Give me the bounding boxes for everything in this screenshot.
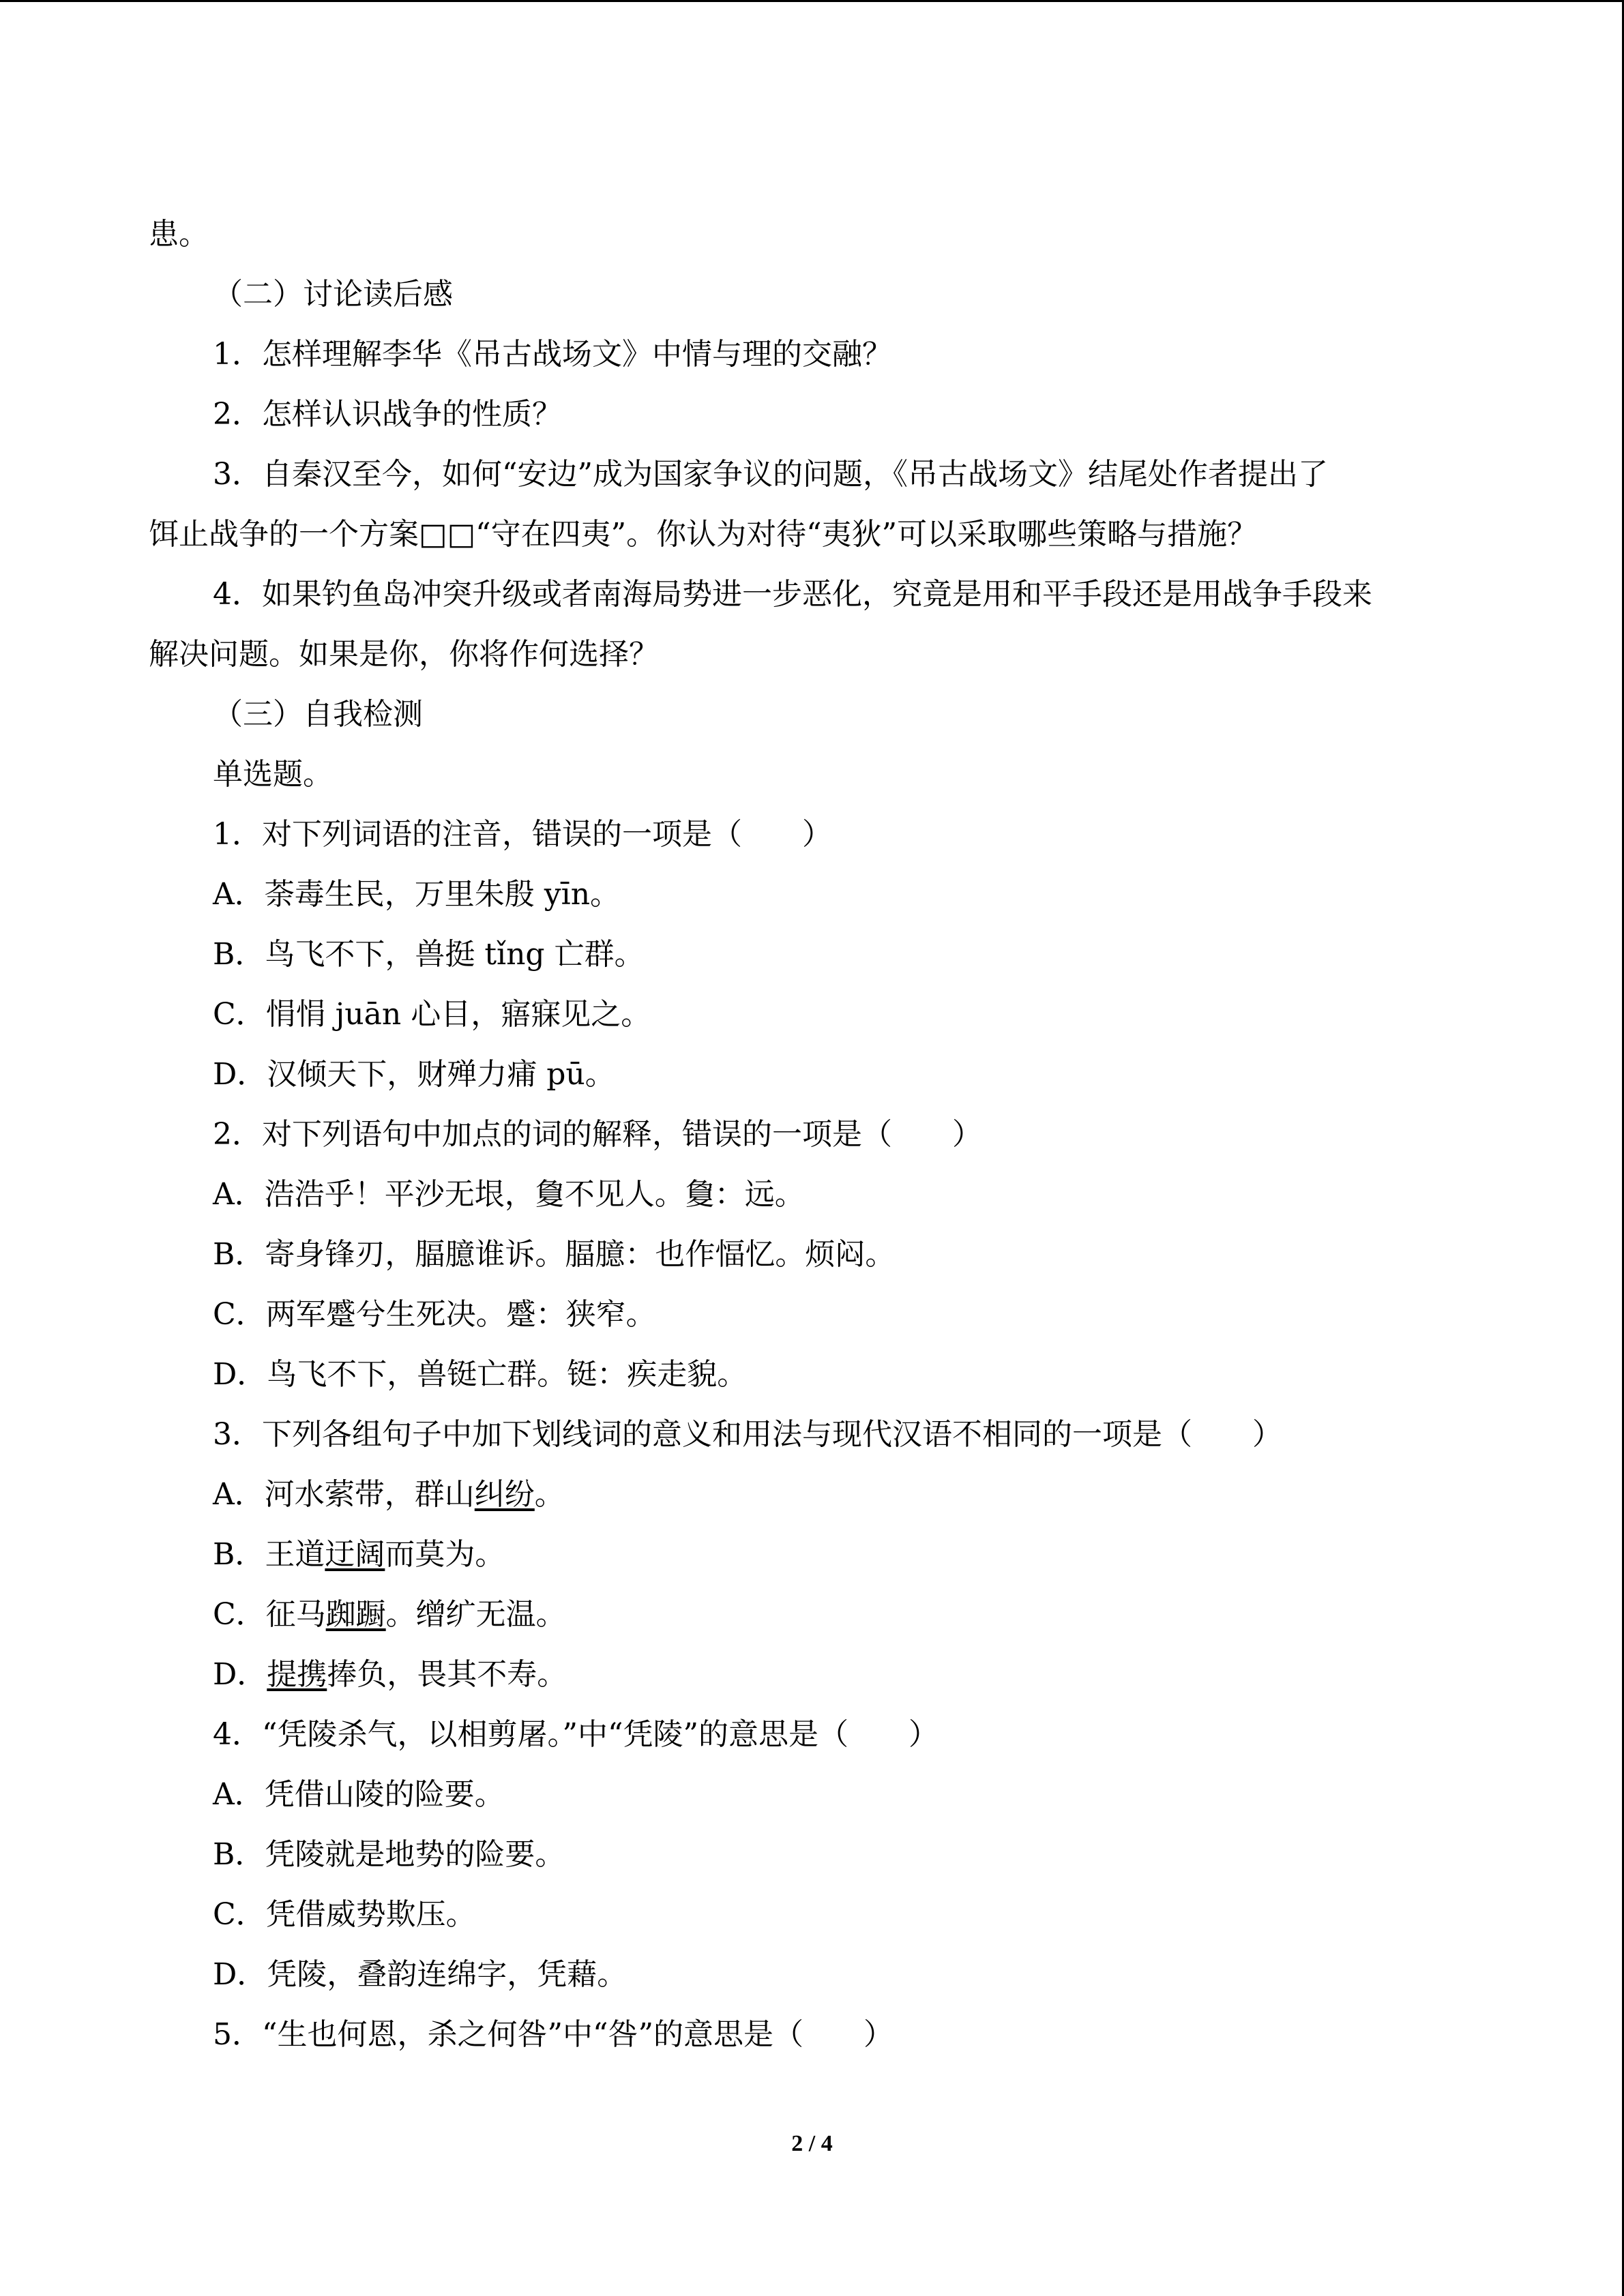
option-line: B．凭陵就是地势的险要。 bbox=[213, 1837, 565, 1872]
underlined-word: 迂阔 bbox=[325, 1537, 385, 1572]
question-line: 5．“生也何恩，杀之何咎”中“咎”的意思是（ ） bbox=[213, 2017, 894, 2052]
question-line: 3．自秦汉至今，如何“安边”成为国家争议的问题，《吊古战场文》结尾处作者提出了 bbox=[213, 457, 1328, 492]
question-line: 3．下列各组句子中加下划线词的意义和用法与现代汉语不相同的一项是（ ） bbox=[213, 1417, 1282, 1452]
page-number: 2 / 4 bbox=[791, 2131, 833, 2156]
question-line: 2．怎样认识战争的性质？ bbox=[213, 397, 562, 432]
option-line bbox=[149, 1465, 1479, 1525]
section-heading: （二）讨论读后感 bbox=[213, 277, 453, 312]
question-line: 1．对下列词语的注音，错误的一项是（ ） bbox=[213, 817, 832, 852]
option-text: 而莫为。 bbox=[385, 1537, 505, 1572]
option-text: 。 bbox=[534, 1477, 565, 1512]
option-line: D．汉倾天下，财殚力痡 pū。 bbox=[213, 1057, 615, 1092]
option-text: 捧负，畏其不寿。 bbox=[327, 1657, 567, 1692]
text-line: 解决问题。如果是你，你将作何选择？ bbox=[149, 637, 659, 672]
option-line: A．荼毒生民，万里朱殷 yīn。 bbox=[213, 877, 621, 912]
instruction-line: 单选题。 bbox=[213, 757, 333, 792]
option-line bbox=[149, 1525, 1479, 1585]
option-line: C．凭借威势欺压。 bbox=[213, 1897, 476, 1932]
option-line: C．悁悁 juān 心目，寤寐见之。 bbox=[213, 997, 651, 1032]
option-line bbox=[149, 1585, 1479, 1645]
underlined-word: 踟蹰 bbox=[325, 1597, 386, 1632]
underlined-word: 提携 bbox=[267, 1657, 327, 1692]
option-line: B．鸟飞不下，兽挺 tǐng 亡群。 bbox=[213, 937, 645, 972]
option-text: 。缯纩无温。 bbox=[385, 1597, 566, 1632]
option-line: A．凭借山陵的险要。 bbox=[213, 1777, 505, 1812]
option-line bbox=[149, 1645, 1479, 1705]
text-line: 患。 bbox=[149, 217, 209, 252]
option-line: D．凭陵，叠韵连绵字，凭藉。 bbox=[213, 1957, 628, 1992]
document-body bbox=[149, 205, 1479, 2065]
option-line: D．鸟飞不下，兽铤亡群。铤：疾走貌。 bbox=[213, 1357, 748, 1392]
option-text: C．征马 bbox=[213, 1597, 326, 1632]
option-text: B．王道 bbox=[213, 1537, 325, 1572]
option-line: C．两军蹙兮生死决。蹙：狭窄。 bbox=[213, 1297, 656, 1332]
top-border bbox=[0, 0, 1624, 2]
question-line: 4．如果钓鱼岛冲突升级或者南海局势进一步恶化，究竟是用和平手段还是用战争手段来 bbox=[213, 577, 1372, 612]
section-heading: （三）自我检测 bbox=[213, 697, 423, 732]
question-line: 4．“凭陵杀气，以相剪屠。”中“凭陵”的意思是（ ） bbox=[213, 1717, 939, 1752]
underlined-word: 纠纷 bbox=[474, 1477, 535, 1512]
option-line: A．浩浩乎！平沙无垠，敻不见人。敻：远。 bbox=[213, 1177, 805, 1212]
text-line: 饵止战争的一个方案□□“守在四夷”。你认为对待“夷狄”可以采取哪些策略与措施？ bbox=[149, 517, 1258, 552]
option-text: A．河水萦带，群山 bbox=[213, 1477, 475, 1512]
option-text: D． bbox=[213, 1657, 267, 1692]
question-line: 2．对下列语句中加点的词的解释，错误的一项是（ ） bbox=[213, 1117, 982, 1152]
question-line: 1．怎样理解李华《吊古战场文》中情与理的交融？ bbox=[213, 337, 892, 372]
option-line: B．寄身锋刃，腷臆谁诉。腷臆：也作愊忆。烦闷。 bbox=[213, 1237, 896, 1272]
